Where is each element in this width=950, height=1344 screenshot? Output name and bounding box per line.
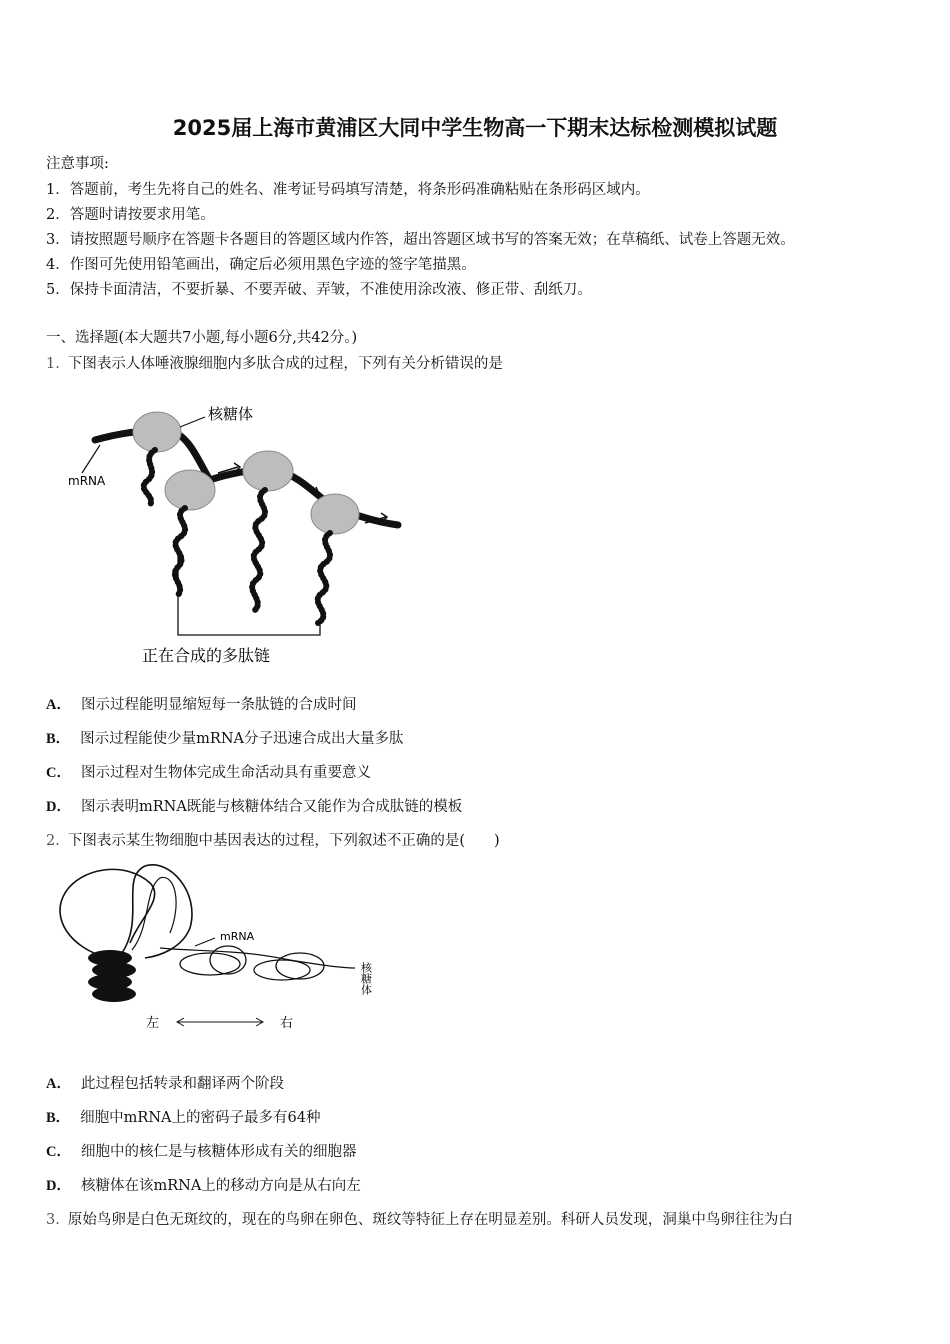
notice-item: 4．作图可先使用铅笔画出，确定后必须用黑色字迹的签字笔描黑。 — [46, 257, 476, 273]
option-text: 图示过程能使少量mRNA分子迅速合成出大量多肽 — [80, 731, 404, 747]
option-c[interactable] — [46, 761, 371, 782]
option-d[interactable] — [46, 1174, 361, 1195]
notice-item: 2．答题时请按要求用笔。 — [46, 207, 215, 223]
notice-heading: 注意事项: — [46, 156, 109, 172]
option-letter: A． — [46, 1076, 71, 1092]
coiled-dna — [88, 950, 136, 1002]
option-a[interactable] — [46, 693, 356, 714]
option-text: 图示表明mRNA既能与核糖体结合又能作为合成肽链的模板 — [80, 799, 463, 815]
option-letter: B． — [46, 731, 71, 747]
option-text: 图示过程能明显缩短每一条肽链的合成时间 — [80, 697, 357, 713]
ribosome-1 — [133, 412, 181, 452]
label-ribosome: 核糖体 — [208, 405, 254, 423]
question-number: 3. — [46, 1212, 60, 1228]
label-polypeptide: 正在合成的多肽链 — [142, 646, 271, 665]
question-2 — [46, 829, 500, 850]
question-3 — [46, 1208, 793, 1229]
option-letter: C． — [46, 765, 71, 781]
question-text: 下图表示人体唾液腺细胞内多肽合成的过程，下列有关分析错误的是 — [67, 356, 503, 372]
option-letter: D． — [46, 799, 71, 815]
ribosome-2 — [165, 470, 215, 510]
question-number: 2. — [46, 833, 60, 849]
ribosome-4 — [311, 494, 359, 534]
label-mrna: mRNA — [68, 474, 106, 488]
question-text: 下图表示某生物细胞中基因表达的过程，下列叙述不正确的是( ) — [67, 833, 500, 849]
option-letter: D． — [46, 1178, 71, 1194]
mrna-pointer — [195, 938, 215, 946]
option-letter: B． — [46, 1110, 71, 1126]
polysome-figure — [60, 395, 420, 675]
option-b[interactable] — [46, 1106, 320, 1127]
label-right: 右 — [280, 1016, 294, 1031]
gene-expression-figure — [50, 858, 390, 1038]
option-text: 细胞中mRNA上的密码子最多有64种 — [80, 1110, 321, 1126]
option-letter: C． — [46, 1144, 71, 1160]
notice-item: 5．保持卡面清洁，不要折暴、不要弄破、弄皱，不准使用涂改液、修正带、刮纸刀。 — [46, 282, 592, 298]
question-1 — [46, 352, 503, 373]
dna-loop — [60, 869, 155, 958]
option-text: 细胞中的核仁是与核糖体形成有关的细胞器 — [80, 1144, 357, 1160]
option-d[interactable] — [46, 795, 462, 816]
label-mrna: mRNA — [220, 930, 255, 943]
option-text: 图示过程对生物体完成生命活动具有重要意义 — [80, 765, 371, 781]
ribosome-2 — [254, 960, 310, 980]
option-letter: A． — [46, 697, 71, 713]
chain-bracket — [178, 553, 320, 635]
section-heading: 一、选择题(本大题共7小题,每小题6分,共42分。) — [46, 330, 358, 346]
mrna-pointer — [82, 445, 100, 473]
notice-item: 1．答题前，考生先将自己的姓名、准考证号码填写清楚，将条形码准确粘贴在条形码区域内。 — [46, 182, 650, 198]
option-text: 此过程包括转录和翻译两个阶段 — [80, 1076, 284, 1092]
option-text: 核糖体在该mRNA上的移动方向是从右向左 — [80, 1178, 361, 1194]
ribosome-pointer — [180, 417, 205, 427]
question-number: 1. — [46, 356, 60, 372]
ribosome-group — [133, 412, 359, 534]
page-title: 2025届上海市黄浦区大同中学生物高一下期末达标检测模拟试题 — [172, 116, 778, 140]
notice-item: 3．请按照题号顺序在答题卡各题目的答题区域内作答，超出答题区域书写的答案无效；在草稿纸、试卷上答题无效。 — [46, 232, 795, 248]
label-left: 左 — [146, 1016, 160, 1031]
question-text: 原始鸟卵是白色无斑纹的，现在的鸟卵在卵色、斑纹等特征上存在明显差别。科研人员发现，洞巢中鸟卵往往为白 — [67, 1212, 793, 1228]
option-b[interactable] — [46, 727, 404, 748]
option-c[interactable] — [46, 1140, 356, 1161]
ribosome-group — [180, 946, 324, 980]
option-a[interactable] — [46, 1072, 284, 1093]
ribosome-3 — [243, 451, 293, 491]
label-ribosome: 核糖体 — [359, 962, 373, 995]
